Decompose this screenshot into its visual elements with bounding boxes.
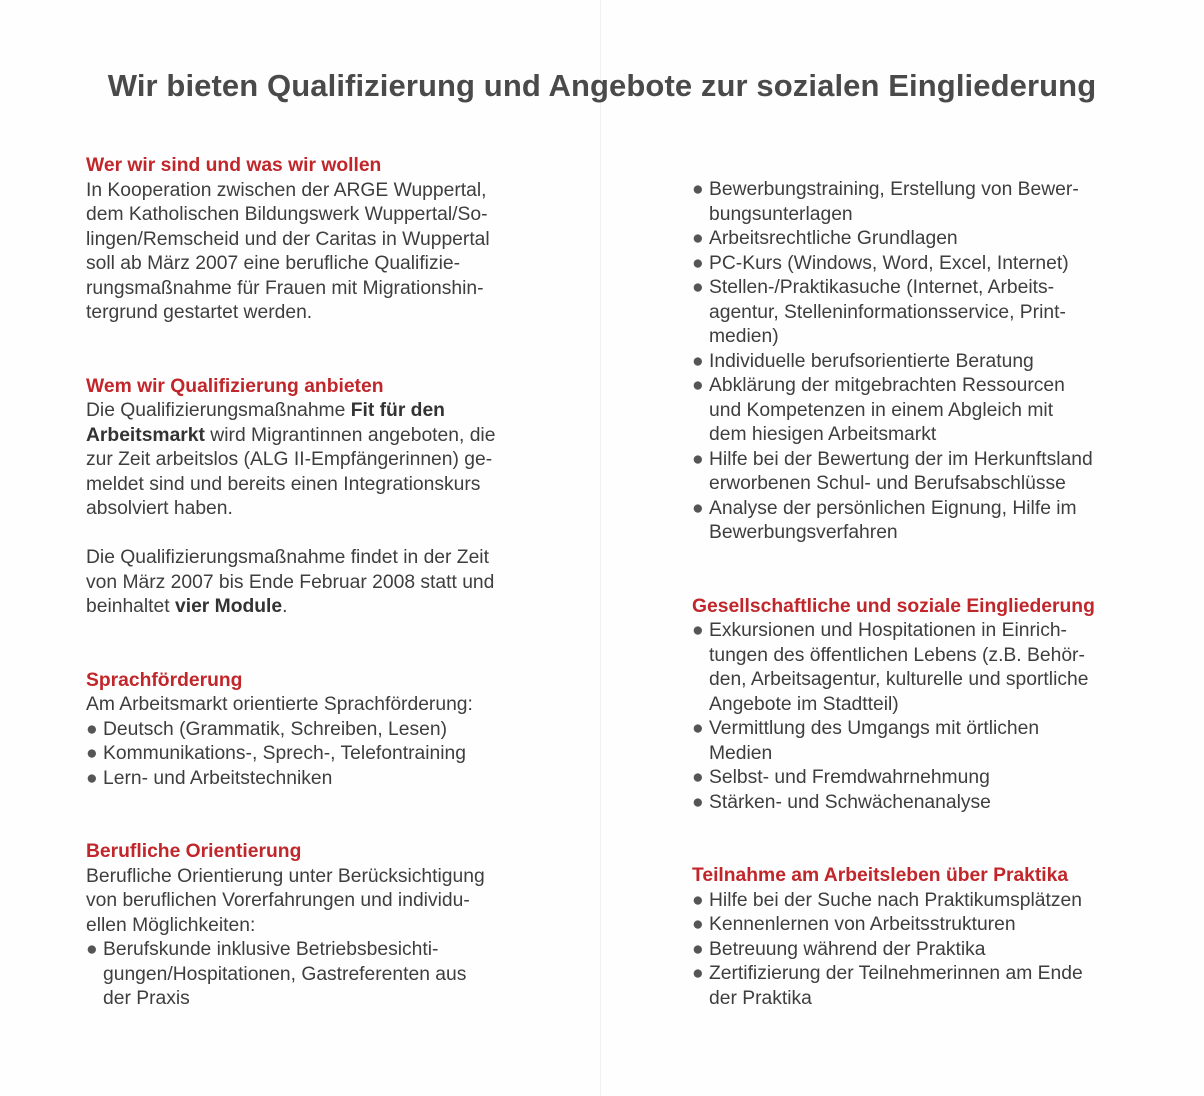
bullet-icon: ● xyxy=(692,252,704,274)
list-item-text: Berufskunde inklusive Betriebsbesichti- xyxy=(103,939,439,960)
section-social-integration xyxy=(692,595,1132,816)
list-item xyxy=(692,766,1132,791)
list-item-continuation: bungsunterlagen xyxy=(709,203,853,225)
list-item xyxy=(692,913,1132,938)
list-item xyxy=(692,889,1132,914)
list-item-text: Zertifizierung der Teilnehmerinnen am Ende xyxy=(709,963,1083,984)
text-line: rungsmaßnahme für Frauen mit Migrationshin- xyxy=(86,277,484,299)
bullet-icon: ● xyxy=(692,963,704,984)
list-item xyxy=(692,497,1132,522)
bullet-icon: ● xyxy=(692,375,704,396)
list-item xyxy=(692,350,1132,375)
section-target-group xyxy=(86,375,536,620)
list-item xyxy=(692,276,1132,301)
list-item xyxy=(86,938,536,963)
list-item xyxy=(692,791,1132,816)
list-item-text: Betreuung während der Praktika xyxy=(709,938,986,960)
list-item xyxy=(692,227,1132,252)
list-item-text: Hilfe bei der Suche nach Praktikumsplätzen xyxy=(709,889,1082,911)
text-line: dem Katholischen Bildungswerk Wuppertal/So- xyxy=(86,204,488,225)
list-item-text: Deutsch (Grammatik, Schreiben, Lesen) xyxy=(103,718,447,740)
list-item-text: Kommunikations-, Sprech-, Telefontraining xyxy=(103,743,466,764)
section-heading: Berufliche Orientierung xyxy=(86,841,302,862)
list-item-text: Kennenlernen von Arbeitsstrukturen xyxy=(709,914,1016,935)
bullet-icon: ● xyxy=(692,350,704,372)
bullet-icon: ● xyxy=(692,938,704,960)
list-item-text: Hilfe bei der Bewertung der im Herkunftsland xyxy=(709,448,1093,470)
list-item-text: Exkursionen und Hospitationen in Einrich- xyxy=(709,620,1067,641)
text-fragment: beinhaltet xyxy=(86,596,175,617)
bullet-icon: ● xyxy=(692,277,704,298)
text-fragment: Die Qualifizierungsmaßnahme xyxy=(86,400,351,421)
list-item-continuation: und Kompetenzen in einem Abgleich mit xyxy=(709,399,1054,421)
text-line: meldet sind und bereits einen Integrationskurs xyxy=(86,473,481,495)
bullet-icon: ● xyxy=(86,743,98,764)
bold-text: Arbeitsmarkt xyxy=(86,424,205,446)
bullet-icon: ● xyxy=(86,718,98,740)
section-language xyxy=(86,669,536,792)
bold-text: vier Module xyxy=(174,596,283,617)
bullet-icon: ● xyxy=(86,767,98,789)
section-heading: Teilnahme am Arbeitsleben über Praktika xyxy=(692,865,1069,886)
list-item xyxy=(692,252,1132,277)
list-item xyxy=(86,742,536,767)
text-line: tergrund gestartet werden. xyxy=(86,302,313,323)
list-item-text: Stärken- und Schwächenanalyse xyxy=(709,791,991,813)
text-line: Berufliche Orientierung unter Berücksichtigung xyxy=(86,865,485,887)
list-item-text: Lern- und Arbeitstechniken xyxy=(103,767,333,789)
list-item-continuation: dem hiesigen Arbeitsmarkt xyxy=(709,424,937,445)
text-line: absolviert haben. xyxy=(86,498,233,519)
text-fragment: . xyxy=(282,596,288,617)
list-item xyxy=(692,619,1132,644)
list-item xyxy=(692,938,1132,963)
section-heading: Gesellschaftliche und soziale Eingliederung xyxy=(692,595,1095,617)
list-item-text: Selbst- und Fremdwahrnehmung xyxy=(709,767,990,788)
text-line: ellen Möglichkeiten: xyxy=(86,914,256,936)
text-line: In Kooperation zwischen der ARGE Wuppertal, xyxy=(86,179,487,201)
section-heading: Wer wir sind und was wir wollen xyxy=(86,155,382,176)
list-item-continuation: medien) xyxy=(709,326,779,347)
bullet-icon: ● xyxy=(692,448,704,470)
section-career-orientation-continued xyxy=(692,178,1132,546)
list-item-continuation: Angebote im Stadtteil) xyxy=(709,693,899,715)
list-item-continuation: der Praktika xyxy=(709,987,812,1009)
text-line: zur Zeit arbeitslos (ALG II-Empfängerinnen) ge- xyxy=(86,449,493,470)
list-item xyxy=(692,962,1132,987)
list-item xyxy=(692,178,1132,203)
section-who-we-are xyxy=(86,154,536,326)
section-internships xyxy=(692,864,1132,1011)
text-line: soll ab März 2007 eine berufliche Qualifizie- xyxy=(86,253,461,274)
bullet-icon: ● xyxy=(692,228,704,249)
text-line: von März 2007 bis Ende Februar 2008 statt und xyxy=(86,571,495,593)
list-item xyxy=(86,718,536,743)
list-item-continuation: Medien xyxy=(709,742,773,764)
text-line: lingen/Remscheid und der Caritas in Wuppertal xyxy=(86,228,490,250)
list-item xyxy=(86,767,536,792)
bullet-icon: ● xyxy=(692,889,704,911)
list-item-text: Arbeitsrechtliche Grundlagen xyxy=(709,228,958,249)
page-title: Wir bieten Qualifizierung und Angebote zur sozialen Eingliederung xyxy=(107,68,1097,103)
text-fragment: wird Migrantinnen angeboten, die xyxy=(204,424,496,446)
text-line xyxy=(86,399,536,424)
left-column xyxy=(86,154,536,1012)
list-item-continuation: den, Arbeitsagentur, kulturelle und sportliche xyxy=(709,669,1089,690)
bullet-icon: ● xyxy=(692,179,704,200)
bullet-icon: ● xyxy=(692,767,704,788)
list-item xyxy=(692,374,1132,399)
text-line xyxy=(86,595,536,620)
list-item-text: Bewerbungstraining, Erstellung von Bewer- xyxy=(709,179,1079,200)
text-line xyxy=(86,424,536,449)
list-item xyxy=(692,448,1132,473)
bullet-icon: ● xyxy=(692,718,704,739)
text-line: von beruflichen Vorerfahrungen und individu- xyxy=(86,890,470,911)
list-item-text: Individuelle berufsorientierte Beratung xyxy=(709,350,1034,372)
list-item-text: Stellen-/Praktikasuche (Internet, Arbeits- xyxy=(709,277,1055,298)
text-line: Am Arbeitsmarkt orientierte Sprachförderung: xyxy=(86,694,473,715)
bullet-icon: ● xyxy=(692,791,704,813)
right-column xyxy=(692,178,1132,1011)
bullet-icon: ● xyxy=(692,914,704,935)
bullet-icon: ● xyxy=(692,497,704,519)
list-item-continuation: agentur, Stelleninformationsservice, Print- xyxy=(709,301,1066,323)
list-item xyxy=(692,717,1132,742)
section-career-orientation xyxy=(86,840,536,1012)
bold-text: Fit für den xyxy=(350,400,445,421)
text-line: Die Qualifizierungsmaßnahme findet in der Zeit xyxy=(86,547,489,568)
list-item-continuation: Bewerbungsverfahren xyxy=(709,522,898,543)
list-item-text: Abklärung der mitgebrachten Ressourcen xyxy=(709,375,1065,396)
section-heading: Wem wir Qualifizierung anbieten xyxy=(86,375,384,397)
page-fold xyxy=(600,0,601,1096)
list-item-text: PC-Kurs (Windows, Word, Excel, Internet) xyxy=(709,252,1069,274)
list-item-continuation: tungen des öffentlichen Lebens (z.B. Behör- xyxy=(709,644,1085,666)
bullet-icon: ● xyxy=(86,939,98,960)
list-item-continuation: erworbenen Schul- und Berufsabschlüsse xyxy=(709,473,1066,494)
list-item-continuation: der Praxis xyxy=(103,988,190,1009)
list-item-text: Analyse der persönlichen Eignung, Hilfe im xyxy=(709,497,1077,519)
section-heading: Sprachförderung xyxy=(86,669,243,691)
list-item-text: Vermittlung des Umgangs mit örtlichen xyxy=(709,718,1040,739)
bullet-icon: ● xyxy=(692,620,704,641)
list-item-continuation: gungen/Hospitationen, Gastreferenten aus xyxy=(103,963,467,985)
